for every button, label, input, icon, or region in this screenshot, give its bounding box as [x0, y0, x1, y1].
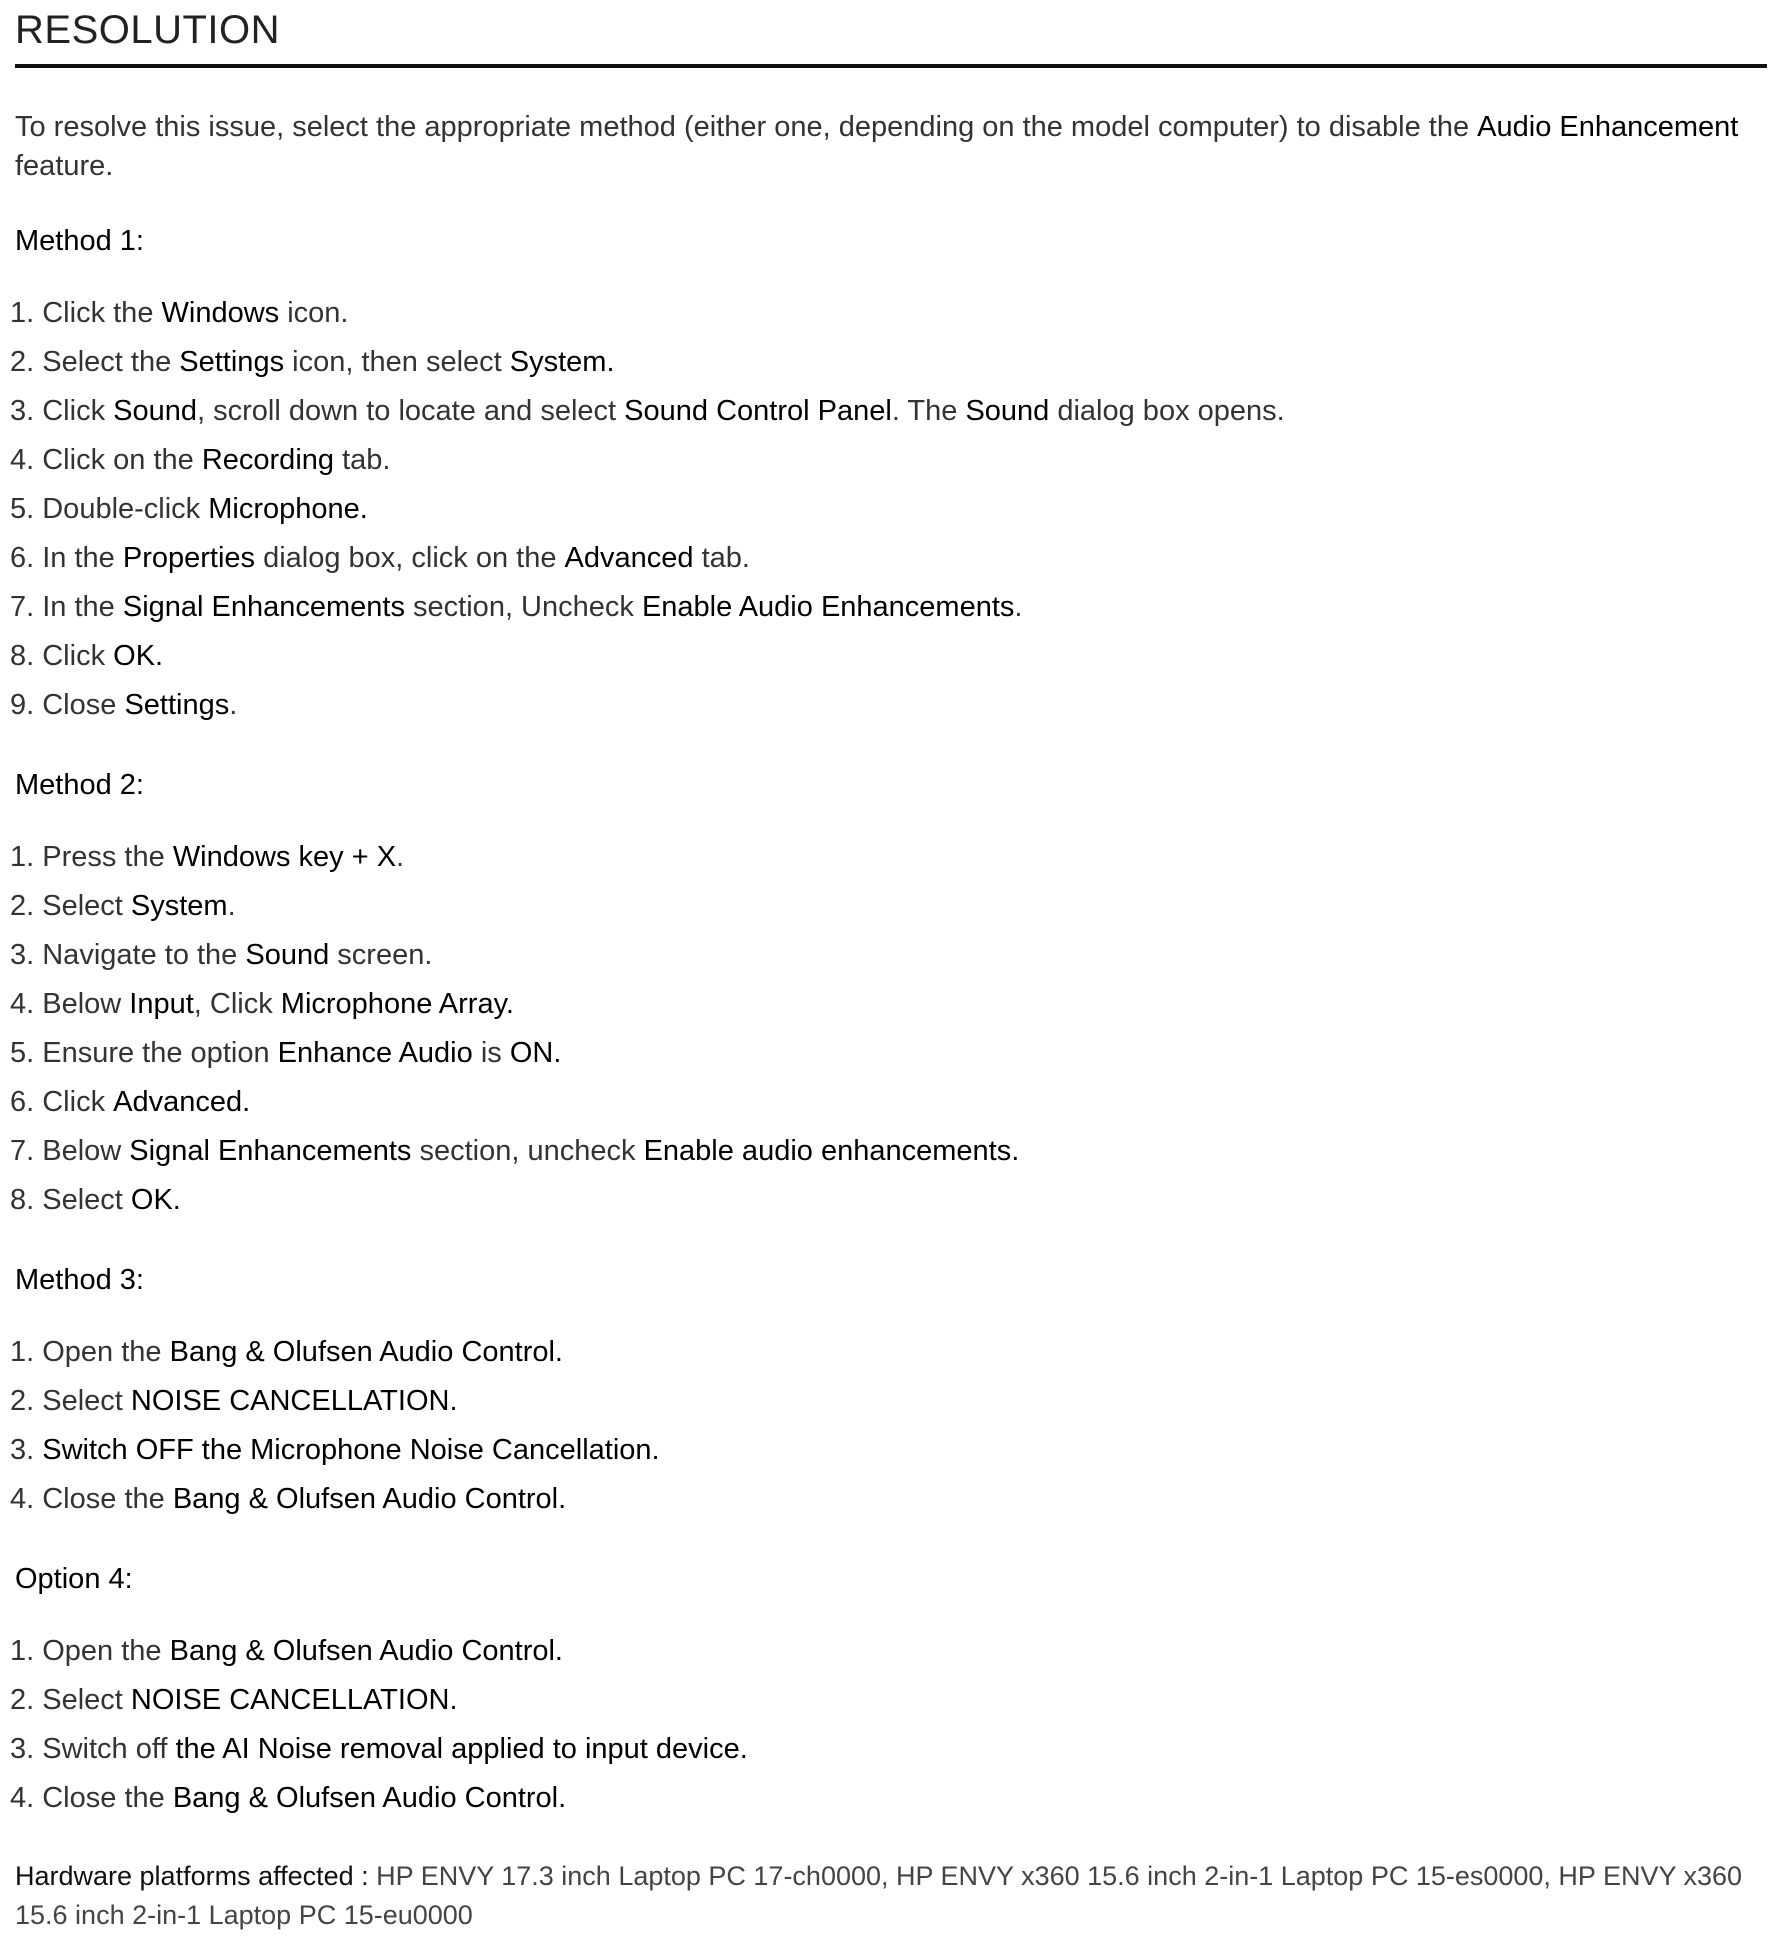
step-item — [10, 1377, 1765, 1426]
step-text: dialog box opens. — [1049, 395, 1285, 427]
step-bold-text: Microphone Array. — [280, 988, 514, 1020]
step-bold-text: the AI Noise removal applied to input device. — [175, 1733, 748, 1765]
step-bold-text: Signal Enhancements — [122, 591, 405, 623]
intro-text-end: feature. — [15, 150, 114, 182]
step-item — [10, 1127, 1765, 1176]
step-text: tab. — [334, 444, 391, 476]
step-text: 2. Select the — [10, 346, 180, 378]
step-text: 6. In the — [10, 542, 123, 574]
step-bold-text: Microphone. — [208, 493, 368, 525]
title-divider — [15, 64, 1767, 68]
intro-text: To resolve this issue, select the appropriate method (either one, depending on the model computer) to disable the — [15, 111, 1478, 143]
step-text: tab. — [693, 542, 750, 574]
step-bold-text: Bang & Olufsen Audio Control. — [172, 1483, 567, 1515]
step-text: 3. Switch off — [10, 1733, 176, 1765]
step-item — [10, 980, 1765, 1029]
step-text: . — [1014, 591, 1023, 623]
step-bold-text: Settings — [124, 689, 230, 721]
step-item — [10, 534, 1765, 583]
step-bold-text: OK. — [113, 640, 164, 672]
step-bold-text: Advanced. — [113, 1086, 251, 1118]
step-bold-text: Sound — [965, 395, 1050, 427]
intro-paragraph — [15, 108, 1755, 186]
step-bold-text: Bang & Olufsen Audio Control. — [169, 1635, 563, 1667]
step-bold-text: Recording — [201, 444, 335, 476]
method-heading-label: Method 1 — [15, 225, 136, 257]
step-item — [10, 436, 1765, 485]
step-item — [10, 1627, 1765, 1676]
methods-container — [10, 222, 1765, 1823]
method-heading-label: Method 3: — [15, 1264, 144, 1296]
step-text: 7. In the — [10, 591, 123, 623]
method-heading — [15, 1560, 1765, 1599]
step-text: 8. Click — [10, 640, 114, 672]
step-text: is — [472, 1037, 510, 1069]
step-item — [10, 1774, 1765, 1823]
method-steps-list — [10, 289, 1765, 730]
step-bold-text: Sound Control Panel — [624, 395, 892, 427]
step-item — [10, 632, 1765, 681]
step-item — [10, 1029, 1765, 1078]
step-item — [10, 1725, 1765, 1774]
method-heading-label: Method 2 — [15, 769, 136, 801]
step-text: 1. Click the — [10, 297, 162, 329]
step-bold-text: Signal Enhancements — [129, 1135, 412, 1167]
step-bold-text: Advanced — [564, 542, 694, 574]
step-item — [10, 1328, 1765, 1377]
method-heading-suffix: : — [135, 225, 144, 257]
step-text: 7. Below — [10, 1135, 130, 1167]
step-item — [10, 681, 1765, 730]
step-item — [10, 583, 1765, 632]
step-item — [10, 338, 1765, 387]
step-bold-text: Enable audio enhancements. — [643, 1135, 1020, 1167]
hardware-list: HP ENVY 17.3 inch Laptop PC 17-ch0000, HP ENVY x360 15.6 inch 2-in-1 Laptop PC 15-es0000, HP ENVY x360 15.6 inch 2-in-1 Laptop PC 15-eu0000 — [15, 1861, 1743, 1930]
step-text: , Click — [193, 988, 281, 1020]
step-bold-text: Bang & Olufsen Audio Control. — [169, 1336, 563, 1368]
step-bold-text: Enhance Audio — [277, 1037, 473, 1069]
step-item — [10, 931, 1765, 980]
step-item — [10, 1676, 1765, 1725]
step-text: 1. Open the — [10, 1336, 170, 1368]
step-bold-text: System — [130, 890, 228, 922]
step-text: 4. Click on the — [10, 444, 202, 476]
step-text: 6. Click — [10, 1086, 114, 1118]
hardware-platforms — [15, 1857, 1760, 1935]
step-bold-text: Sound — [113, 395, 197, 427]
step-text: 5. Ensure the option — [10, 1037, 278, 1069]
method-steps-list — [10, 1328, 1765, 1524]
step-text: dialog box, click on the — [255, 542, 565, 574]
method-steps-list — [10, 1627, 1765, 1823]
step-text: 9. Close — [10, 689, 125, 721]
step-bold-text: ON. — [509, 1037, 562, 1069]
step-text: 1. Open the — [10, 1635, 170, 1667]
step-text: 5. Double-click — [10, 493, 209, 525]
step-item — [10, 833, 1765, 882]
step-bold-text: Windows — [161, 297, 280, 329]
step-text: section, Uncheck — [405, 591, 642, 623]
step-text: 4. Below — [10, 988, 130, 1020]
step-text: 4. Close the — [10, 1483, 173, 1515]
step-bold-text: Sound — [245, 939, 330, 971]
step-bold-text: System. — [509, 346, 615, 378]
step-text: 3. Navigate to the — [10, 939, 246, 971]
step-text: icon. — [279, 297, 349, 329]
step-bold-text: Windows key + X — [172, 841, 397, 873]
method-heading — [15, 222, 1765, 261]
step-bold-text: Settings — [179, 346, 285, 378]
step-bold-text: NOISE CANCELLATION. — [130, 1684, 458, 1716]
step-item — [10, 289, 1765, 338]
step-bold-text: Bang & Olufsen Audio Control. — [172, 1782, 567, 1814]
step-text: . — [229, 689, 238, 721]
step-text: icon, then select — [284, 346, 510, 378]
step-item — [10, 1475, 1765, 1524]
step-text: 2. Select — [10, 890, 131, 922]
method-heading — [15, 1261, 1765, 1300]
step-bold-text: Switch OFF the Microphone Noise Cancellation. — [42, 1434, 660, 1466]
hardware-label: Hardware platforms affected : — [15, 1861, 377, 1891]
step-text: . — [396, 841, 405, 873]
step-text: 2. Select — [10, 1385, 131, 1417]
step-text: screen. — [329, 939, 433, 971]
step-text: 3. Click — [10, 395, 114, 427]
method-heading-suffix: : — [135, 769, 144, 801]
step-text: 2. Select — [10, 1684, 131, 1716]
method-steps-list — [10, 833, 1765, 1225]
step-item — [10, 485, 1765, 534]
intro-bold: Audio Enhancement — [1477, 111, 1739, 143]
page-title: RESOLUTION — [15, 8, 281, 52]
step-item — [10, 882, 1765, 931]
step-bold-text: Input — [129, 988, 194, 1020]
step-text: 3. — [10, 1434, 43, 1466]
method-heading — [15, 766, 1765, 805]
step-item — [10, 387, 1765, 436]
step-bold-text: NOISE CANCELLATION. — [130, 1385, 458, 1417]
step-text: 1. Press the — [10, 841, 173, 873]
step-text: 4. Close the — [10, 1782, 173, 1814]
step-text: . The — [891, 395, 966, 427]
step-bold-text: Enable Audio Enhancements — [641, 591, 1015, 623]
step-text: section, uncheck — [411, 1135, 644, 1167]
step-bold-text: Properties — [122, 542, 256, 574]
step-text: . — [227, 890, 236, 922]
step-text: 8. Select — [10, 1184, 131, 1216]
step-bold-text: OK. — [130, 1184, 181, 1216]
step-text: , scroll down to locate and select — [197, 395, 625, 427]
step-item — [10, 1176, 1765, 1225]
method-heading-label: Option 4: — [15, 1563, 133, 1595]
step-item — [10, 1078, 1765, 1127]
step-item — [10, 1426, 1765, 1475]
